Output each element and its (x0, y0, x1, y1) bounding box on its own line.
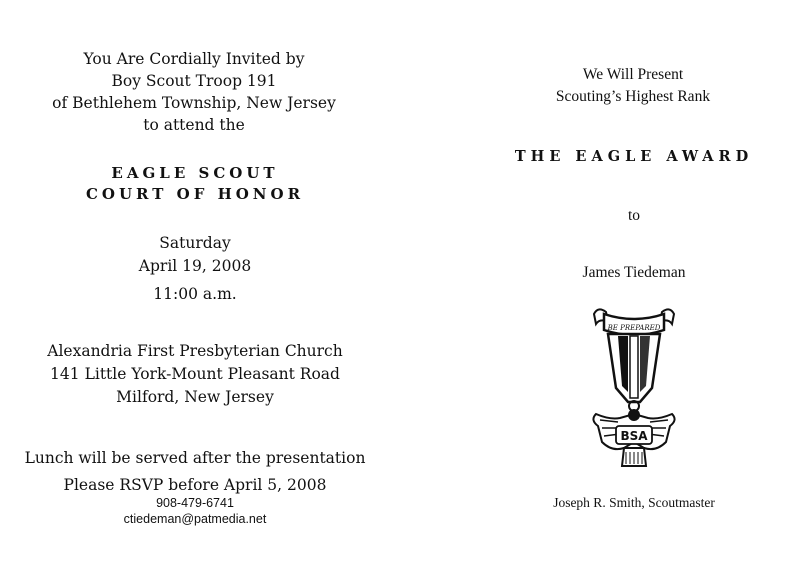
medal-scroll-text: BE PREPARED (607, 324, 661, 332)
lunch-note: Lunch will be served after the presentation (24, 449, 366, 467)
event-day: Saturday (159, 234, 231, 252)
event-title-line-1: EAGLE SCOUT (111, 164, 279, 182)
recipient-name: James Tiedeman (582, 264, 686, 281)
scoutmaster-signature: Joseph R. Smith, Scoutmaster (553, 495, 715, 510)
to-label: to (627, 207, 641, 224)
award-title: THE EAGLE AWARD (514, 148, 754, 165)
eagle-medal-icon (588, 302, 680, 474)
invite-line-2: Boy Scout Troop 191 (111, 72, 277, 90)
event-title-line-2: COURT OF HONOR (85, 185, 305, 203)
venue-street: 141 Little York-Mount Pleasant Road (50, 365, 340, 383)
venue-name: Alexandria First Presbyterian Church (47, 342, 343, 360)
event-date: April 19, 2008 (138, 257, 252, 275)
phone-number: 908-479-6741 (156, 496, 234, 510)
invite-line-4: to attend the (143, 116, 245, 134)
present-line-1: We Will Present (582, 66, 684, 83)
medal-letters: BSA (620, 429, 648, 443)
venue-city: Milford, New Jersey (116, 388, 274, 406)
invite-line-3: of Bethlehem Township, New Jersey (52, 94, 336, 112)
rsvp-line: Please RSVP before April 5, 2008 (63, 476, 327, 494)
fold-line (400, 0, 401, 565)
present-line-2: Scouting’s Highest Rank (555, 88, 711, 105)
invite-line-1: You Are Cordially Invited by (83, 50, 305, 68)
email-address: ctiedeman@patmedia.net (123, 512, 267, 526)
event-time: 11:00 a.m. (153, 285, 237, 303)
